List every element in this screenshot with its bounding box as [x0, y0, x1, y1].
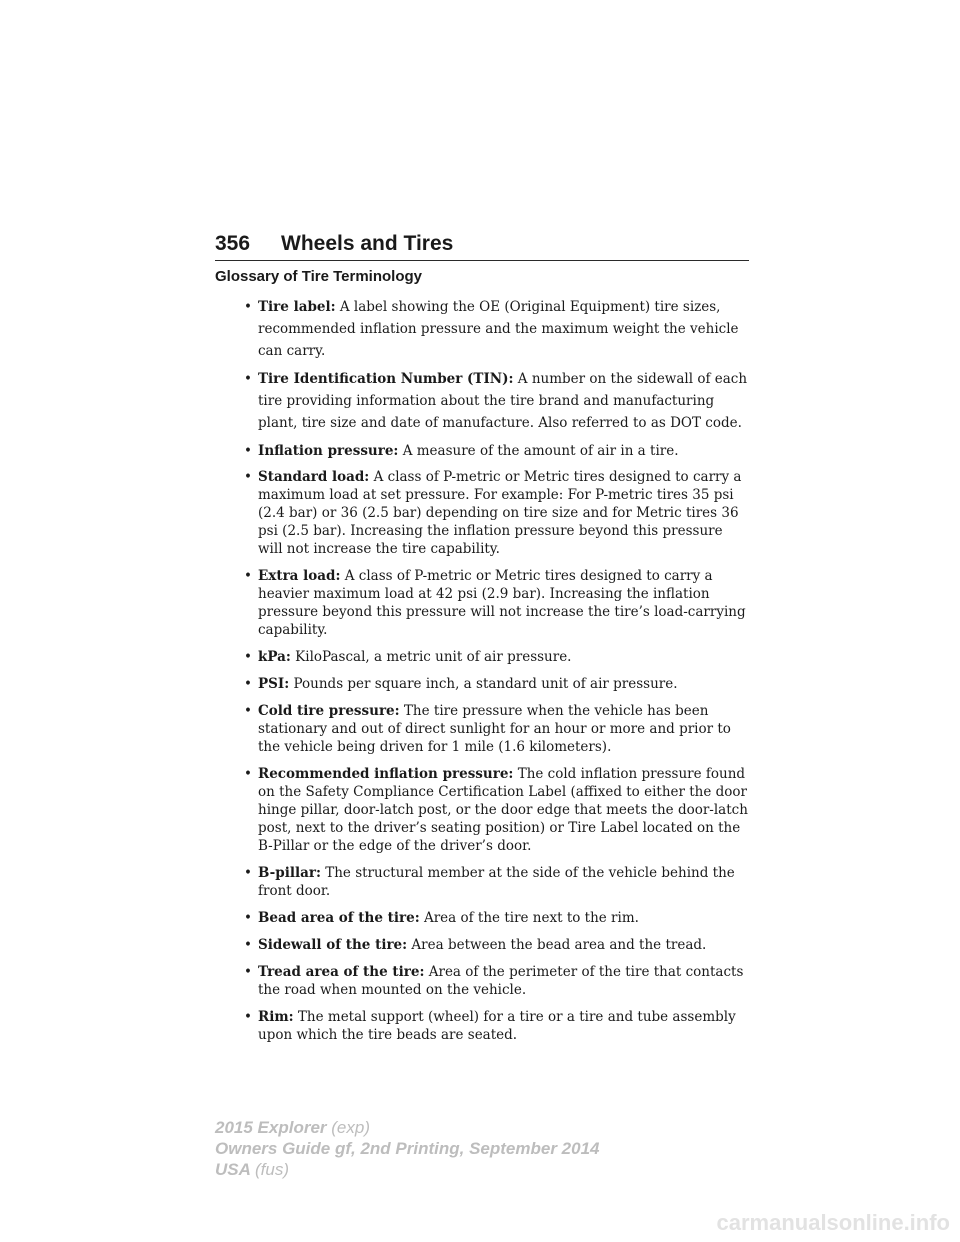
page-number: 356 [215, 232, 251, 255]
bullet-icon: • [244, 865, 252, 881]
glossary-item-standard-load [215, 468, 751, 558]
glossary-term: Standard load: [258, 469, 370, 485]
glossary-definition: A number on the sidewall of each tire providing information about the tire brand and manufacturing plant, tire size and date of manufacture. Also referred to as DOT code. [258, 371, 748, 431]
bullet-icon: • [244, 937, 252, 953]
glossary-term: Rim: [258, 1009, 294, 1025]
glossary-term: Inflation pressure: [258, 443, 399, 459]
section-title: Glossary of Tire Terminology [215, 268, 422, 285]
glossary-item-b-pillar [215, 864, 751, 900]
glossary-item-extra-load [215, 567, 751, 639]
glossary-term: Recommended inflation pressure: [258, 766, 514, 782]
footer-line-market [215, 1159, 599, 1180]
footer-model: 2015 Explorer [215, 1118, 327, 1137]
chapter-title: Wheels and Tires [281, 232, 454, 255]
glossary-term: kPa: [258, 649, 291, 665]
glossary-definition: A measure of the amount of air in a tire. [398, 443, 679, 459]
bullet-icon: • [244, 649, 252, 665]
glossary-item-tire-label [215, 296, 751, 362]
glossary-definition: The metal support (wheel) for a tire or a tire and tube assembly upon which the tire beads are seated. [258, 1009, 736, 1043]
bullet-icon: • [244, 568, 252, 584]
footer-market-code: (fus) [255, 1160, 289, 1179]
bullet-icon: • [244, 964, 252, 980]
bullet-icon: • [244, 469, 252, 485]
glossary-item-psi [215, 675, 751, 693]
glossary-item-kpa [215, 648, 751, 666]
glossary-term: Bead area of the tire: [258, 910, 420, 926]
glossary-item-tin [215, 368, 751, 434]
page-header [215, 227, 749, 261]
glossary-definition: The cold inflation pressure found on the Safety Compliance Certification Label (affixed to either the door hinge pillar, door-latch post, or the door edge that meets the door-latch post, next to the driver’s seating position) or Tire Label located on the B-Pillar or the edge of the driver’s door. [258, 766, 748, 854]
glossary-term: Tread area of the tire: [258, 964, 425, 980]
footer-model-code: (exp) [331, 1118, 370, 1137]
bullet-icon: • [244, 371, 252, 387]
glossary-item-cold-tire-pressure [215, 702, 751, 756]
glossary-item-inflation-pressure [215, 440, 751, 462]
glossary-list [215, 296, 751, 1053]
glossary-definition: A label showing the OE (Original Equipment) tire sizes, recommended inflation pressure and the maximum weight the vehicle can carry. [258, 299, 739, 359]
glossary-term: Extra load: [258, 568, 341, 584]
glossary-term: PSI: [258, 676, 290, 692]
site-watermark: carmanualsonline.info [716, 1210, 950, 1235]
glossary-term: Sidewall of the tire: [258, 937, 408, 953]
footer-line-edition: Owners Guide gf, 2nd Printing, September 2014 [215, 1139, 600, 1158]
bullet-icon: • [244, 766, 252, 782]
glossary-definition: KiloPascal, a metric unit of air pressure. [290, 649, 572, 665]
glossary-definition: Area between the bead area and the tread. [407, 937, 707, 953]
glossary-item-tread-area [215, 963, 751, 999]
glossary-item-rim [215, 1008, 751, 1044]
footer-line-model [215, 1117, 599, 1138]
bullet-icon: • [244, 910, 252, 926]
glossary-definition: The structural member at the side of the vehicle behind the front door. [258, 865, 735, 899]
bullet-icon: • [244, 1009, 252, 1025]
document-footer [215, 1117, 599, 1180]
glossary-term: Tire Identification Number (TIN): [258, 371, 514, 387]
glossary-term: B-pillar: [258, 865, 321, 881]
glossary-definition: Pounds per square inch, a standard unit of air pressure. [289, 676, 678, 692]
glossary-definition: A class of P-metric or Metric tires designed to carry a maximum load at set pressure. For example: For P-metric tires 35 psi (2.4 bar) or 36 (2.5 bar) depending on tire size and for Metric tires 36 psi (2.5 bar). Increasing the inflation pressure beyond this pressure will not increase the tire capability. [258, 469, 742, 557]
glossary-definition: The tire pressure when the vehicle has been stationary and out of direct sunlight for an hour or more and prior to the vehicle being driven for 1 mile (1.6 kilometers). [258, 703, 731, 755]
bullet-icon: • [244, 443, 252, 459]
bullet-icon: • [244, 676, 252, 692]
glossary-term: Tire label: [258, 299, 336, 315]
glossary-term: Cold tire pressure: [258, 703, 400, 719]
glossary-definition: A class of P-metric or Metric tires designed to carry a heavier maximum load at 42 psi (2.9 bar). Increasing the inflation pressure beyond this pressure will not increase the tire’s load-carrying capability. [258, 568, 746, 638]
glossary-item-recommended-inflation-pressure [215, 765, 751, 855]
glossary-definition: Area of the tire next to the rim. [419, 910, 639, 926]
bullet-icon: • [244, 299, 252, 315]
footer-market: USA [215, 1160, 251, 1179]
glossary-definition: Area of the perimeter of the tire that contacts the road when mounted on the vehicle. [258, 964, 744, 998]
glossary-item-bead-area [215, 909, 751, 927]
glossary-item-sidewall [215, 936, 751, 954]
bullet-icon: • [244, 703, 252, 719]
